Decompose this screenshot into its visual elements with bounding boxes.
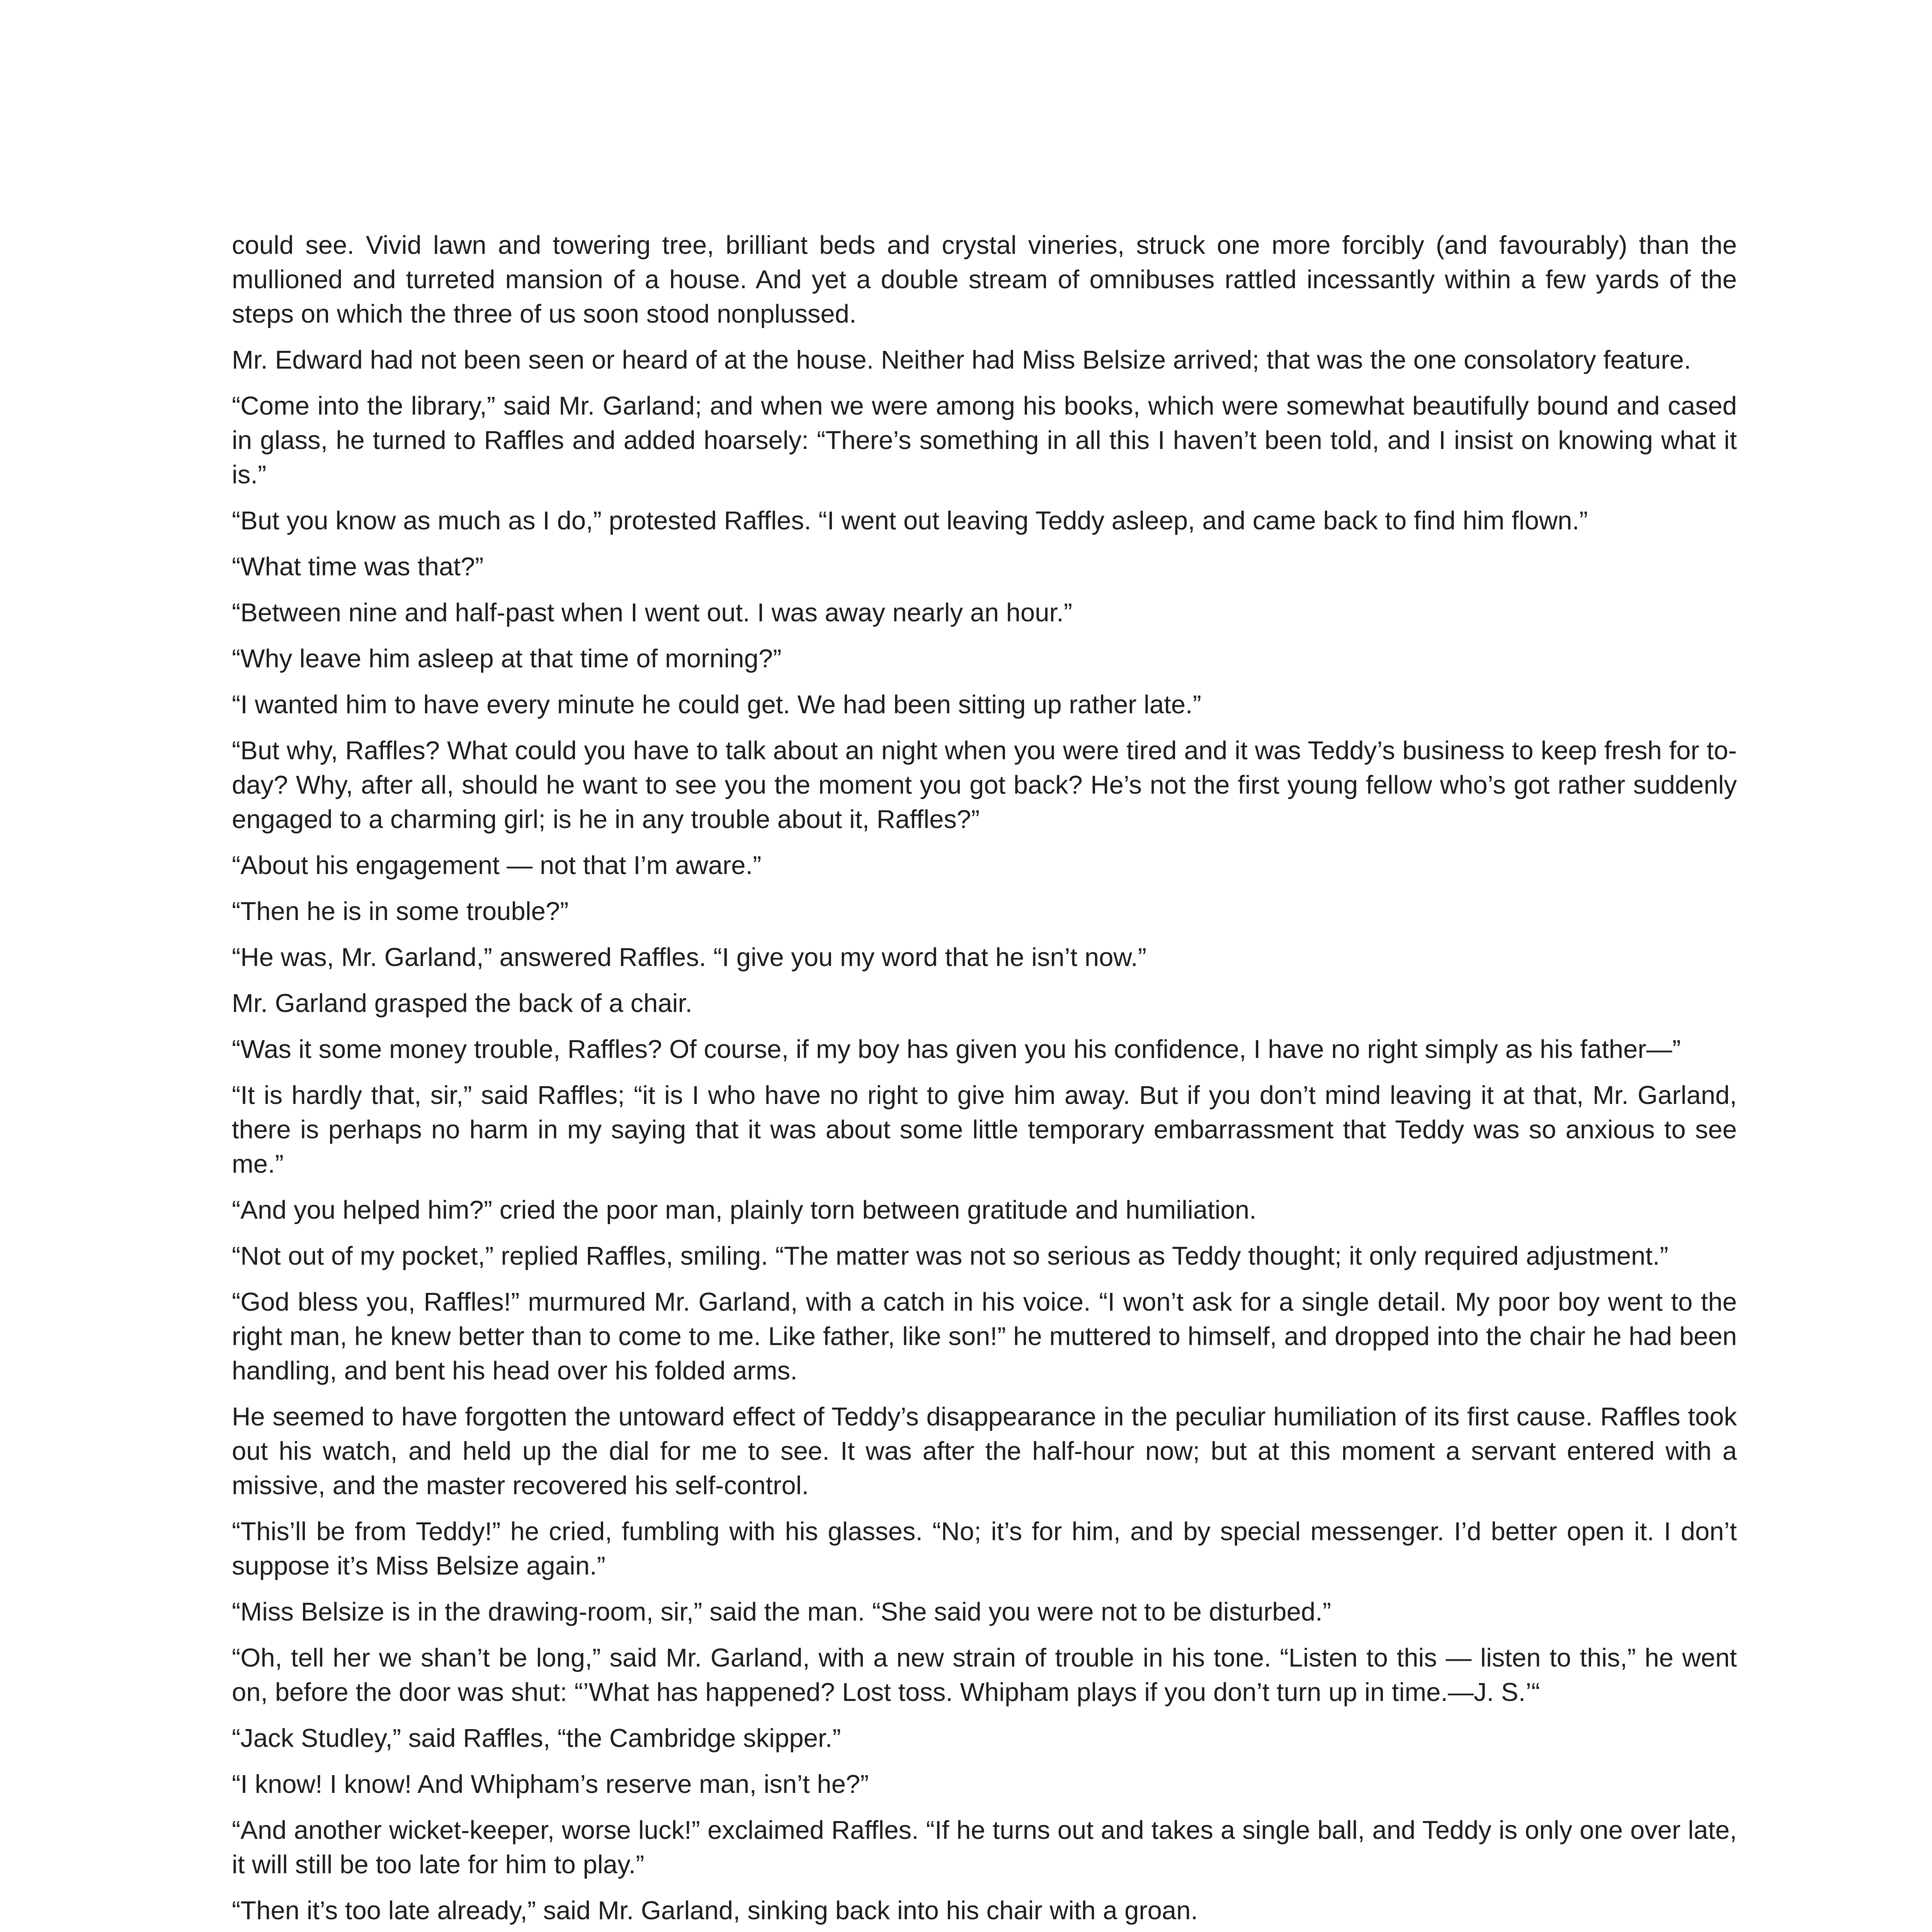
paragraph: “Then he is in some trouble?”: [232, 897, 569, 926]
paragraph: “This’ll be from Teddy!” he cried, fumbling with his glasses. “No; it’s for him, and by special messenger. I’d better open it. I don’t suppose it’s Miss Belsize again.”: [232, 1517, 1737, 1580]
paragraph: Mr. Garland grasped the back of a chair.: [232, 989, 692, 1018]
paragraph: “But why, Raffles? What could you have to talk about an night when you were tired and it was Teddy’s business to keep fresh for to-day? Why, after all, should he want to see you the moment you got back? He’s not the first young fellow who’s got rather suddenly engaged to a charming girl; is he in any trouble about it, Raffles?”: [232, 736, 1737, 834]
paragraph: “And you helped him?” cried the poor man, plainly torn between gratitude and humiliation.: [232, 1196, 1257, 1225]
paragraph: “About his engagement — not that I’m aware.”: [232, 851, 762, 880]
paragraph: could see. Vivid lawn and towering tree, brilliant beds and crystal vineries, struck one more forcibly (and favourably) than the mullioned and turreted mansion of a house. And yet a double stream of omnibuses rattled incessantly within a few yards of the steps on which the three of us soon stood nonplussed.: [232, 231, 1737, 328]
paragraph: “Not out of my pocket,” replied Raffles, smiling. “The matter was not so serious as Teddy thought; it only required adjustment.”: [232, 1242, 1668, 1270]
paragraph: Mr. Edward had not been seen or heard of at the house. Neither had Miss Belsize arrived; that was the one consolatory feature.: [232, 345, 1691, 374]
paragraph: “But you know as much as I do,” protested Raffles. “I went out leaving Teddy asleep, and came back to find him flown.”: [232, 506, 1588, 535]
paragraph: “He was, Mr. Garland,” answered Raffles. “I give you my word that he isn’t now.”: [232, 943, 1147, 972]
paragraph: “Between nine and half-past when I went out. I was away nearly an hour.”: [232, 598, 1073, 627]
paragraph: “It is hardly that, sir,” said Raffles; “it is I who have no right to give him away. But if you don’t mind leaving it at that, Mr. Garland, there is perhaps no harm in my saying that it was about some little temporary embarrassment that Teddy was so anxious to see me.”: [232, 1081, 1737, 1179]
paragraph: “Come into the library,” said Mr. Garland; and when we were among his books, which were somewhat beautifully bound and cased in glass, he turned to Raffles and added hoarsely: “There’s something in all this I haven’t been told, and I insist on knowing what it is.”: [232, 391, 1737, 489]
paragraph: “Was it some money trouble, Raffles? Of course, if my boy has given you his confidence, I have no right simply as his father—”: [232, 1035, 1681, 1064]
paragraph: “Why leave him asleep at that time of morning?”: [232, 644, 782, 673]
paragraph: “Oh, tell her we shan’t be long,” said Mr. Garland, with a new strain of trouble in his tone. “Listen to this — listen to this,” he went on, before the door was shut: “’What has happened? Lost toss. Whipham plays if you don’t turn up in time.—J. S.’“: [232, 1643, 1737, 1707]
paragraph: He seemed to have forgotten the untoward effect of Teddy’s disappearance in the peculiar humiliation of its first cause. Raffles took out his watch, and held up the dial for me to see. It was after the half-hour now; but at this moment a servant entered with a missive, and the master recovered his self-control.: [232, 1402, 1737, 1500]
paragraph: “Jack Studley,” said Raffles, “the Cambridge skipper.”: [232, 1724, 841, 1753]
paragraph: “Then it’s too late already,” said Mr. Garland, sinking back into his chair with a groan.: [232, 1896, 1198, 1925]
body-text: [232, 228, 1737, 1932]
paragraph: “And another wicket-keeper, worse luck!” exclaimed Raffles. “If he turns out and takes a single ball, and Teddy is only one over late, it will still be too late for him to play.”: [232, 1816, 1737, 1879]
paragraph: “I know! I know! And Whipham’s reserve man, isn’t he?”: [232, 1770, 869, 1799]
paragraph: “Miss Belsize is in the drawing-room, sir,” said the man. “She said you were not to be disturbed.”: [232, 1597, 1332, 1626]
paragraph: “I wanted him to have every minute he could get. We had been sitting up rather late.”: [232, 690, 1201, 719]
paragraph: “God bless you, Raffles!” murmured Mr. Garland, with a catch in his voice. “I won’t ask for a single detail. My poor boy went to the right man, he knew better than to come to me. Like father, like son!” he muttered to himself, and dropped into the chair he had been handling, and bent his head over his folded arms.: [232, 1287, 1737, 1385]
paragraph: “What time was that?”: [232, 552, 484, 581]
